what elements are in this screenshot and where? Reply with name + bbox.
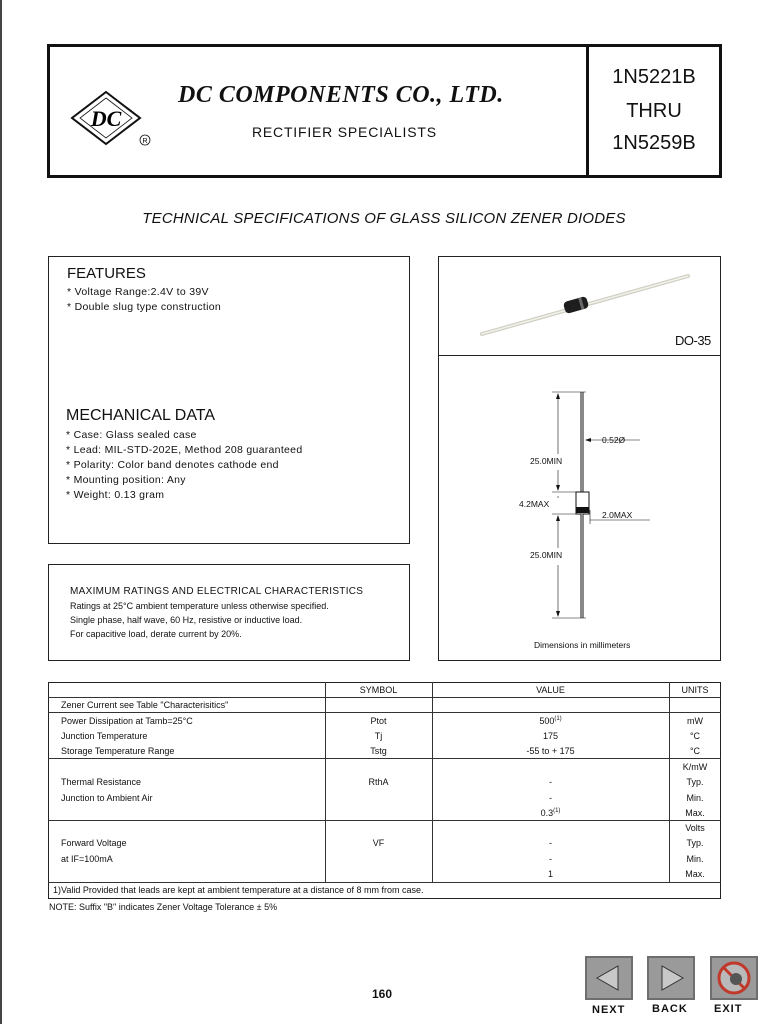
dimension-drawing xyxy=(440,380,700,630)
value-text: 0.3 xyxy=(540,808,554,818)
dim-lead-top: 25.0MIN xyxy=(530,456,563,466)
ratings-box xyxy=(48,564,410,661)
package-name: DO-35 xyxy=(675,333,711,348)
table-row-line xyxy=(48,697,721,698)
row-vf-min-value: - xyxy=(549,854,552,864)
footnote-ref: (1) xyxy=(553,808,561,814)
row-power-unit: mW xyxy=(687,716,703,726)
company-logo xyxy=(68,88,158,148)
col-header-units: UNITS xyxy=(681,685,709,695)
feature-item: * Double slug type construction xyxy=(67,301,222,313)
part-number-thru: THRU xyxy=(626,100,682,122)
row-vf-typ-value: - xyxy=(549,838,552,848)
row-vf-max-value: 1 xyxy=(547,869,553,879)
mechanical-heading: MECHANICAL DATA xyxy=(66,407,216,424)
row-thermal-param: Thermal Resistance xyxy=(61,777,142,787)
row-tj-value: 175 xyxy=(542,731,559,741)
triangle-right-icon xyxy=(649,958,693,998)
row-thermal-param-2: Junction to Ambient Air xyxy=(61,793,153,803)
row-vf-param-2: at IF=100mA xyxy=(61,854,113,864)
table-footnote: 1)Valid Provided that leads are kept at ambient temperature at a distance of 8 mm from case. xyxy=(53,885,424,895)
row-vf-param: Forward Voltage xyxy=(61,838,127,848)
back-button[interactable] xyxy=(647,956,695,1000)
ratings-line: Ratings at 25°C ambient temperature unless otherwise specified. xyxy=(70,601,329,611)
back-label[interactable]: BACK xyxy=(652,1003,688,1015)
row-tj-symbol: Tj xyxy=(374,731,383,741)
row-vf-typ-label: Typ. xyxy=(686,838,704,848)
mechanical-item: * Mounting position: Any xyxy=(66,474,186,486)
row-vf-unit: Volts xyxy=(685,823,705,833)
row-vf-max-label: Max. xyxy=(685,869,705,879)
page-number: 160 xyxy=(372,987,393,1001)
ratings-line: Single phase, half wave, 60 Hz, resistive or inductive load. xyxy=(70,615,303,625)
dim-lead-bottom: 25.0MIN xyxy=(530,550,563,560)
table-row-line xyxy=(48,758,721,759)
registered-mark: R xyxy=(142,138,148,145)
row-vf-min-label: Min. xyxy=(686,854,704,864)
dim-body-length: 4.2MAX xyxy=(519,499,550,509)
row-tstg-param: Storage Temperature Range xyxy=(61,746,175,756)
exit-icon xyxy=(712,958,756,998)
dim-body-diameter: 2.0MAX xyxy=(602,510,633,520)
row-thermal-max-value xyxy=(432,808,669,818)
table-row-line xyxy=(48,712,721,713)
mechanical-item: * Lead: MIL-STD-202E, Method 208 guaranteed xyxy=(66,444,303,456)
triangle-left-icon xyxy=(587,958,631,998)
specs-table xyxy=(48,682,721,899)
row-tstg-unit: °C xyxy=(689,746,701,756)
row-tstg-value: -55 to + 175 xyxy=(526,746,575,756)
part-number-to: 1N5259B xyxy=(612,132,696,154)
mechanical-item: * Case: Glass sealed case xyxy=(66,429,197,441)
value-text: 500 xyxy=(539,716,555,726)
mechanical-item: * Polarity: Color band denotes cathode end xyxy=(66,459,279,471)
dim-lead-diameter: 0.52Ø xyxy=(602,435,626,445)
page-edge xyxy=(0,0,2,1024)
exit-label[interactable]: EXIT xyxy=(714,1003,743,1015)
table-row-line xyxy=(48,820,721,821)
exit-button[interactable] xyxy=(710,956,758,1000)
row-thermal-typ-label: Typ. xyxy=(686,777,704,787)
row-power-symbol: Ptot xyxy=(370,716,387,726)
table-row-line xyxy=(48,882,721,883)
header-divider xyxy=(586,44,589,178)
tolerance-note: NOTE: Suffix "B" indicates Zener Voltage Tolerance ± 5% xyxy=(49,902,278,912)
col-header-symbol: SYMBOL xyxy=(359,685,398,695)
row-thermal-unit: K/mW xyxy=(682,762,708,772)
feature-item: * Voltage Range:2.4V to 39V xyxy=(67,286,209,298)
footnote-ref: (1) xyxy=(554,716,562,722)
doc-title: TECHNICAL SPECIFICATIONS OF GLASS SILICON ZENER DIODES xyxy=(142,210,626,227)
diode-photo xyxy=(470,268,700,348)
company-name: DC COMPONENTS CO., LTD. xyxy=(178,82,504,108)
mechanical-item: * Weight: 0.13 gram xyxy=(66,489,165,501)
row-power-value xyxy=(432,716,669,726)
row-tstg-symbol: Tstg xyxy=(370,746,387,756)
row-vf-symbol: VF xyxy=(372,838,385,848)
part-number-from: 1N5221B xyxy=(612,66,696,88)
ratings-line: For capacitive load, derate current by 20%. xyxy=(70,629,242,639)
ratings-heading: MAXIMUM RATINGS AND ELECTRICAL CHARACTERISTICS xyxy=(70,586,364,597)
row-thermal-typ-value: - xyxy=(549,777,552,787)
row-tj-unit: °C xyxy=(689,731,701,741)
logo-text: DC xyxy=(90,106,122,131)
dimensions-note: Dimensions in millimeters xyxy=(534,640,631,650)
row-thermal-min-value: - xyxy=(549,793,552,803)
next-button[interactable] xyxy=(585,956,633,1000)
row-thermal-max-label: Max. xyxy=(685,808,705,818)
row-thermal-symbol: RthA xyxy=(368,777,389,787)
col-header-value: VALUE xyxy=(536,685,565,695)
row-zener-param: Zener Current see Table "Characterisitics" xyxy=(61,700,229,710)
company-tagline: RECTIFIER SPECIALISTS xyxy=(252,124,437,140)
row-thermal-min-label: Min. xyxy=(686,793,704,803)
row-power-param: Power Dissipation at Tamb=25°C xyxy=(61,716,193,726)
next-label[interactable]: NEXT xyxy=(592,1004,626,1016)
row-tj-param: Junction Temperature xyxy=(61,731,148,741)
features-heading: FEATURES xyxy=(67,265,146,282)
